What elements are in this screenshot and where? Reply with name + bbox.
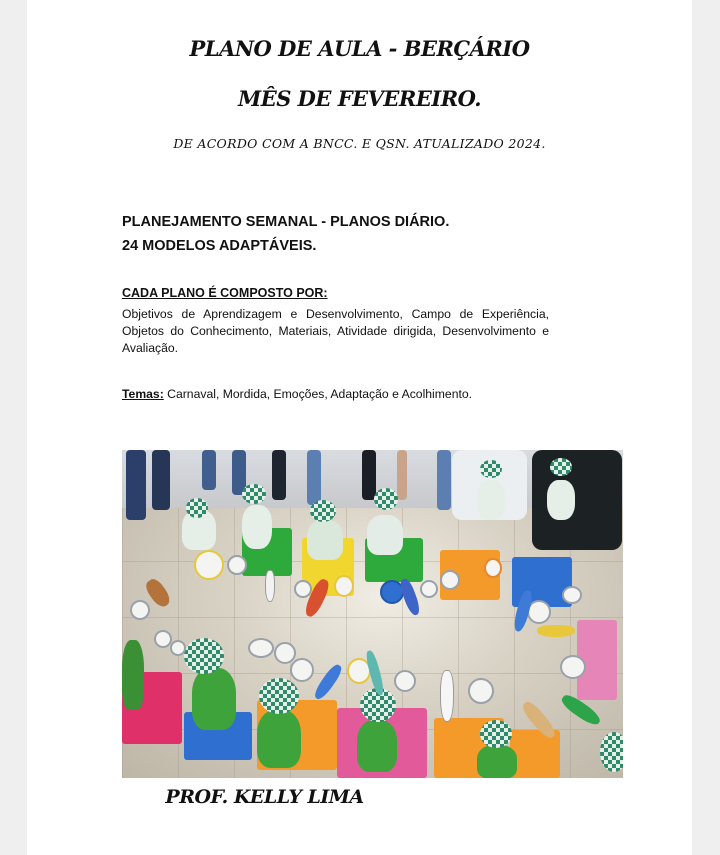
photo-legs xyxy=(307,450,321,505)
planning-heading xyxy=(122,210,449,258)
photo-child xyxy=(242,505,272,549)
photo-tambourine xyxy=(248,638,274,658)
themes-label: Temas: xyxy=(122,387,164,401)
photo-tambourine xyxy=(290,658,314,682)
photo-tambourine xyxy=(420,580,438,598)
photo-child xyxy=(307,520,343,560)
author-name: PROF. KELLY LIMA xyxy=(165,786,364,808)
photo-tambourine xyxy=(170,640,186,656)
photo-toy-guitar xyxy=(537,625,575,637)
photo-child-cap xyxy=(550,458,572,476)
photo-child-cap xyxy=(259,678,299,714)
photo-tambourine xyxy=(440,570,460,590)
photo-adult xyxy=(532,450,622,550)
title-line-2: MÊS DE FEVEREIRO. xyxy=(237,86,482,111)
photo-child xyxy=(357,720,397,772)
composition-heading: CADA PLANO É COMPOSTO POR: xyxy=(122,286,328,300)
photo-child xyxy=(547,480,575,520)
title-line-1: PLANO DE AULA - BERÇÁRIO xyxy=(189,36,530,61)
photo-legs xyxy=(437,450,451,510)
photo-legs xyxy=(152,450,170,510)
planning-heading-line-2: 24 MODELOS ADAPTÁVEIS. xyxy=(122,238,317,254)
photo-legs xyxy=(272,450,286,500)
photo-legs xyxy=(362,450,376,500)
photo-child xyxy=(477,480,505,520)
photo-toy-guitar xyxy=(440,670,454,722)
subtitle: DE ACORDO COM A BNCC. E QSN. ATUALIZADO 2024. xyxy=(173,136,546,151)
photo-child-cap xyxy=(480,460,502,478)
composition-text: Objetivos de Aprendizagem e Desenvolvimento, Campo de Experiência, Objetos do Conhecimento, Materiais, Atividade dirigida, Desenvolvimento e Avaliação. xyxy=(122,307,549,355)
photo-toy-guitar xyxy=(265,570,275,602)
photo-drum xyxy=(194,550,224,580)
document-page xyxy=(27,0,692,855)
photo-child-cap xyxy=(184,638,224,674)
photo-tambourine xyxy=(227,555,247,575)
photo-child-cap xyxy=(310,500,336,522)
photo-child xyxy=(257,710,301,768)
planning-heading-line-1: PLANEJAMENTO SEMANAL - PLANOS DIÁRIO. xyxy=(122,214,450,230)
photo-child-cap xyxy=(374,488,398,510)
photo-tambourine xyxy=(394,670,416,692)
photo-drum xyxy=(334,575,354,597)
photo-child xyxy=(192,668,236,730)
themes-line xyxy=(122,387,472,401)
photo-child-cap xyxy=(186,498,208,518)
photo-tambourine xyxy=(560,655,586,679)
photo-legs xyxy=(126,450,146,520)
photo-child-cap xyxy=(242,484,266,504)
photo-child xyxy=(477,745,517,778)
photo-drum xyxy=(484,558,502,578)
photo-child xyxy=(367,515,403,555)
photo-child-cap xyxy=(600,732,623,772)
photo-legs xyxy=(202,450,216,490)
photo-drum xyxy=(562,586,582,604)
photo-tambourine xyxy=(468,678,494,704)
photo-child xyxy=(122,640,144,710)
classroom-photo xyxy=(122,450,623,778)
photo-child-cap xyxy=(480,720,512,748)
themes-text: Carnaval, Mordida, Emoções, Adaptação e Acolhimento. xyxy=(163,387,473,401)
photo-legs xyxy=(397,450,407,500)
photo-tambourine xyxy=(130,600,150,620)
